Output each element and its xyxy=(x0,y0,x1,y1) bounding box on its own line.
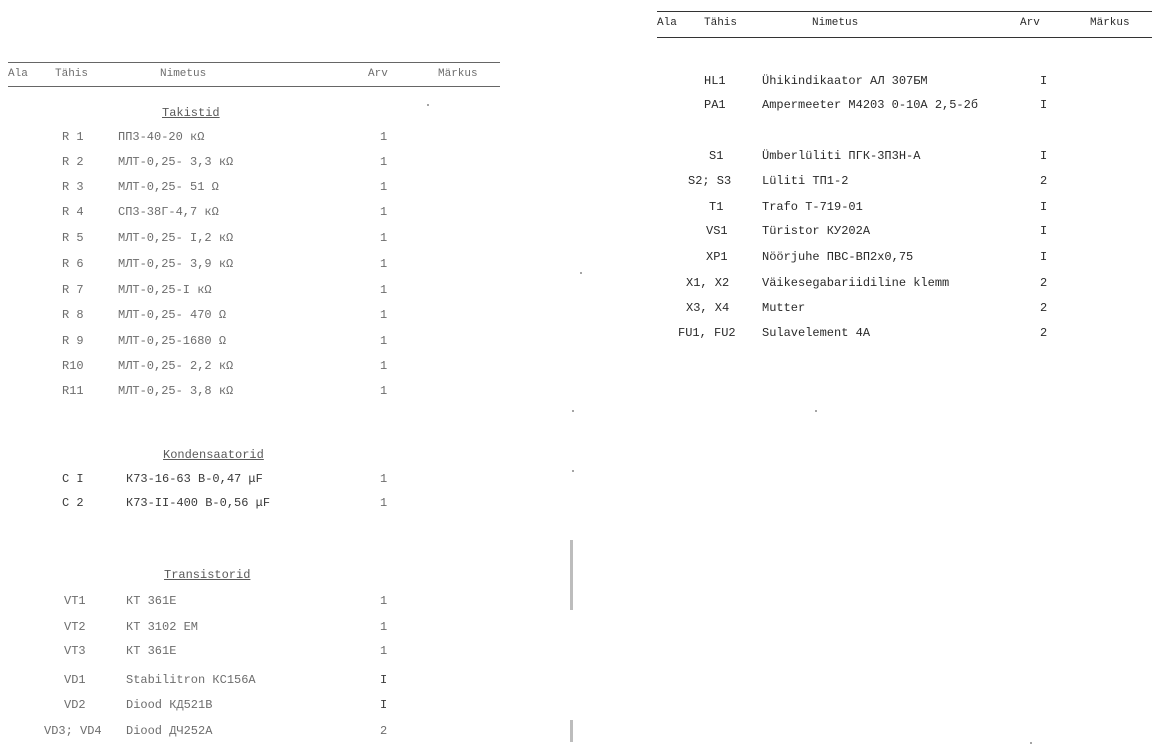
row-nimetus: Nöörjuhe ПВС-ВП2х0,75 xyxy=(762,250,914,264)
col-header-nimetus: Nimetus xyxy=(812,17,859,29)
row-tahis: R 8 xyxy=(62,308,84,322)
right-page xyxy=(600,0,1160,745)
page-fold-mark xyxy=(570,720,573,742)
row-tahis: R 3 xyxy=(62,180,84,194)
row-tahis: R 7 xyxy=(62,283,84,297)
row-arv: 1 xyxy=(380,180,388,194)
row-arv: 1 xyxy=(380,257,388,271)
row-nimetus: МЛТ-0,25- 3,3 кΩ xyxy=(118,155,234,169)
row-nimetus: СП3-38Г-4,7 кΩ xyxy=(118,205,219,219)
col-header-arv: Arv xyxy=(1020,17,1040,29)
row-tahis: VS1 xyxy=(706,224,728,238)
section-title-capacitors: Kondensaatorid xyxy=(163,448,264,462)
header-bottom-rule xyxy=(657,37,1152,38)
row-tahis: VT3 xyxy=(64,644,86,658)
row-tahis: VT2 xyxy=(64,620,86,634)
row-tahis: R 4 xyxy=(62,205,84,219)
col-header-ala: Ala xyxy=(657,17,677,29)
row-tahis: C I xyxy=(62,472,84,486)
row-tahis: T1 xyxy=(709,200,724,214)
row-arv: 1 xyxy=(380,620,388,634)
row-tahis: R 1 xyxy=(62,130,84,144)
row-nimetus: КТ 361Е xyxy=(126,594,177,608)
page-fold-mark xyxy=(570,540,573,610)
row-nimetus: Ümberlüliti ПГК-3П3Н-А xyxy=(762,149,921,163)
row-nimetus: Mutter xyxy=(762,301,806,315)
row-nimetus: МЛТ-0,25- 3,8 кΩ xyxy=(118,384,234,398)
row-arv: 2 xyxy=(1040,276,1048,290)
row-tahis: R 6 xyxy=(62,257,84,271)
row-arv: 1 xyxy=(380,155,388,169)
row-arv: 1 xyxy=(380,205,388,219)
row-arv: 1 xyxy=(380,359,388,373)
col-header-markus: Märkus xyxy=(438,68,478,80)
row-nimetus: Ampermeeter М4203 0-10А 2,5-2б xyxy=(762,98,979,112)
row-tahis: X1, X2 xyxy=(686,276,730,290)
row-arv: 1 xyxy=(380,594,388,608)
scan-speck xyxy=(580,272,582,274)
row-arv: I xyxy=(380,698,388,712)
row-arv: I xyxy=(1040,74,1048,88)
row-nimetus: КТ 3102 ЕМ xyxy=(126,620,199,634)
scan-speck xyxy=(572,410,574,412)
row-tahis: S2; S3 xyxy=(688,174,732,188)
row-arv: 2 xyxy=(1040,326,1048,340)
row-tahis: VD3; VD4 xyxy=(44,724,102,738)
col-header-nimetus: Nimetus xyxy=(160,68,207,80)
row-nimetus: Diood КД521В xyxy=(126,698,213,712)
row-nimetus: МЛТ-0,25- 51 Ω xyxy=(118,180,219,194)
section-title-transistors: Transistorid xyxy=(164,568,251,582)
row-arv: I xyxy=(1040,250,1048,264)
row-tahis: C 2 xyxy=(62,496,84,510)
row-tahis: VD2 xyxy=(64,698,86,712)
row-tahis: S1 xyxy=(709,149,724,163)
row-tahis: R 2 xyxy=(62,155,84,169)
row-tahis: R10 xyxy=(62,359,84,373)
row-nimetus: Stabilitron КС156А xyxy=(126,673,256,687)
row-tahis: X3, X4 xyxy=(686,301,730,315)
scan-speck xyxy=(427,104,429,106)
row-nimetus: Diood ДЧ252А xyxy=(126,724,213,738)
row-nimetus: Lüliti ТП1-2 xyxy=(762,174,849,188)
row-nimetus: МЛТ-0,25- I,2 кΩ xyxy=(118,231,234,245)
row-nimetus: Trafo Т-719-01 xyxy=(762,200,863,214)
row-tahis: R 9 xyxy=(62,334,84,348)
row-tahis: HL1 xyxy=(704,74,726,88)
row-arv: I xyxy=(1040,200,1048,214)
row-nimetus: Ühikindikaator АЛ 307БМ xyxy=(762,74,928,88)
row-nimetus: МЛТ-0,25- 2,2 кΩ xyxy=(118,359,234,373)
row-nimetus: К73-II-400 В-0,56 μF xyxy=(126,496,271,510)
row-tahis: R11 xyxy=(62,384,84,398)
row-nimetus: КТ 361Е xyxy=(126,644,177,658)
row-arv: 1 xyxy=(380,308,388,322)
row-nimetus: МЛТ-0,25- 3,9 кΩ xyxy=(118,257,234,271)
row-nimetus: МЛТ-0,25-1680 Ω xyxy=(118,334,227,348)
row-arv: 1 xyxy=(380,231,388,245)
row-nimetus: Väikesegabariidiline klemm xyxy=(762,276,950,290)
row-nimetus: МЛТ-0,25- 470 Ω xyxy=(118,308,227,322)
section-title-resistors: Takistid xyxy=(162,106,220,120)
row-arv: I xyxy=(380,673,388,687)
row-tahis: XP1 xyxy=(706,250,728,264)
col-header-ala: Ala xyxy=(8,68,28,80)
row-tahis: R 5 xyxy=(62,231,84,245)
col-header-tahis: Tähis xyxy=(55,68,89,80)
row-arv: I xyxy=(1040,224,1048,238)
row-arv: 1 xyxy=(380,130,388,144)
row-arv: 1 xyxy=(380,644,388,658)
row-arv: 2 xyxy=(380,724,388,738)
scan-speck xyxy=(572,470,574,472)
col-header-markus: Märkus xyxy=(1090,17,1130,29)
row-arv: 1 xyxy=(380,384,388,398)
header-top-rule xyxy=(8,62,500,63)
row-arv: I xyxy=(1040,149,1048,163)
row-arv: 2 xyxy=(1040,174,1048,188)
row-arv: 1 xyxy=(380,334,388,348)
row-nimetus: Türistor КУ202А xyxy=(762,224,871,238)
row-nimetus: ПП3-40-20 кΩ xyxy=(118,130,205,144)
row-tahis: VD1 xyxy=(64,673,86,687)
row-arv: 1 xyxy=(380,496,388,510)
col-header-tahis: Tähis xyxy=(704,17,738,29)
row-arv: I xyxy=(1040,98,1048,112)
row-tahis: FU1, FU2 xyxy=(678,326,736,340)
row-nimetus: К73-16-63 В-0,47 μF xyxy=(126,472,263,486)
row-tahis: PA1 xyxy=(704,98,726,112)
row-arv: 1 xyxy=(380,283,388,297)
header-top-rule xyxy=(657,11,1152,12)
row-arv: 1 xyxy=(380,472,388,486)
row-arv: 2 xyxy=(1040,301,1048,315)
row-nimetus: Sulavelement 4A xyxy=(762,326,871,340)
row-nimetus: МЛТ-0,25-I кΩ xyxy=(118,283,212,297)
row-tahis: VT1 xyxy=(64,594,86,608)
col-header-arv: Arv xyxy=(368,68,388,80)
header-bottom-rule xyxy=(8,86,500,87)
left-page xyxy=(0,0,560,745)
